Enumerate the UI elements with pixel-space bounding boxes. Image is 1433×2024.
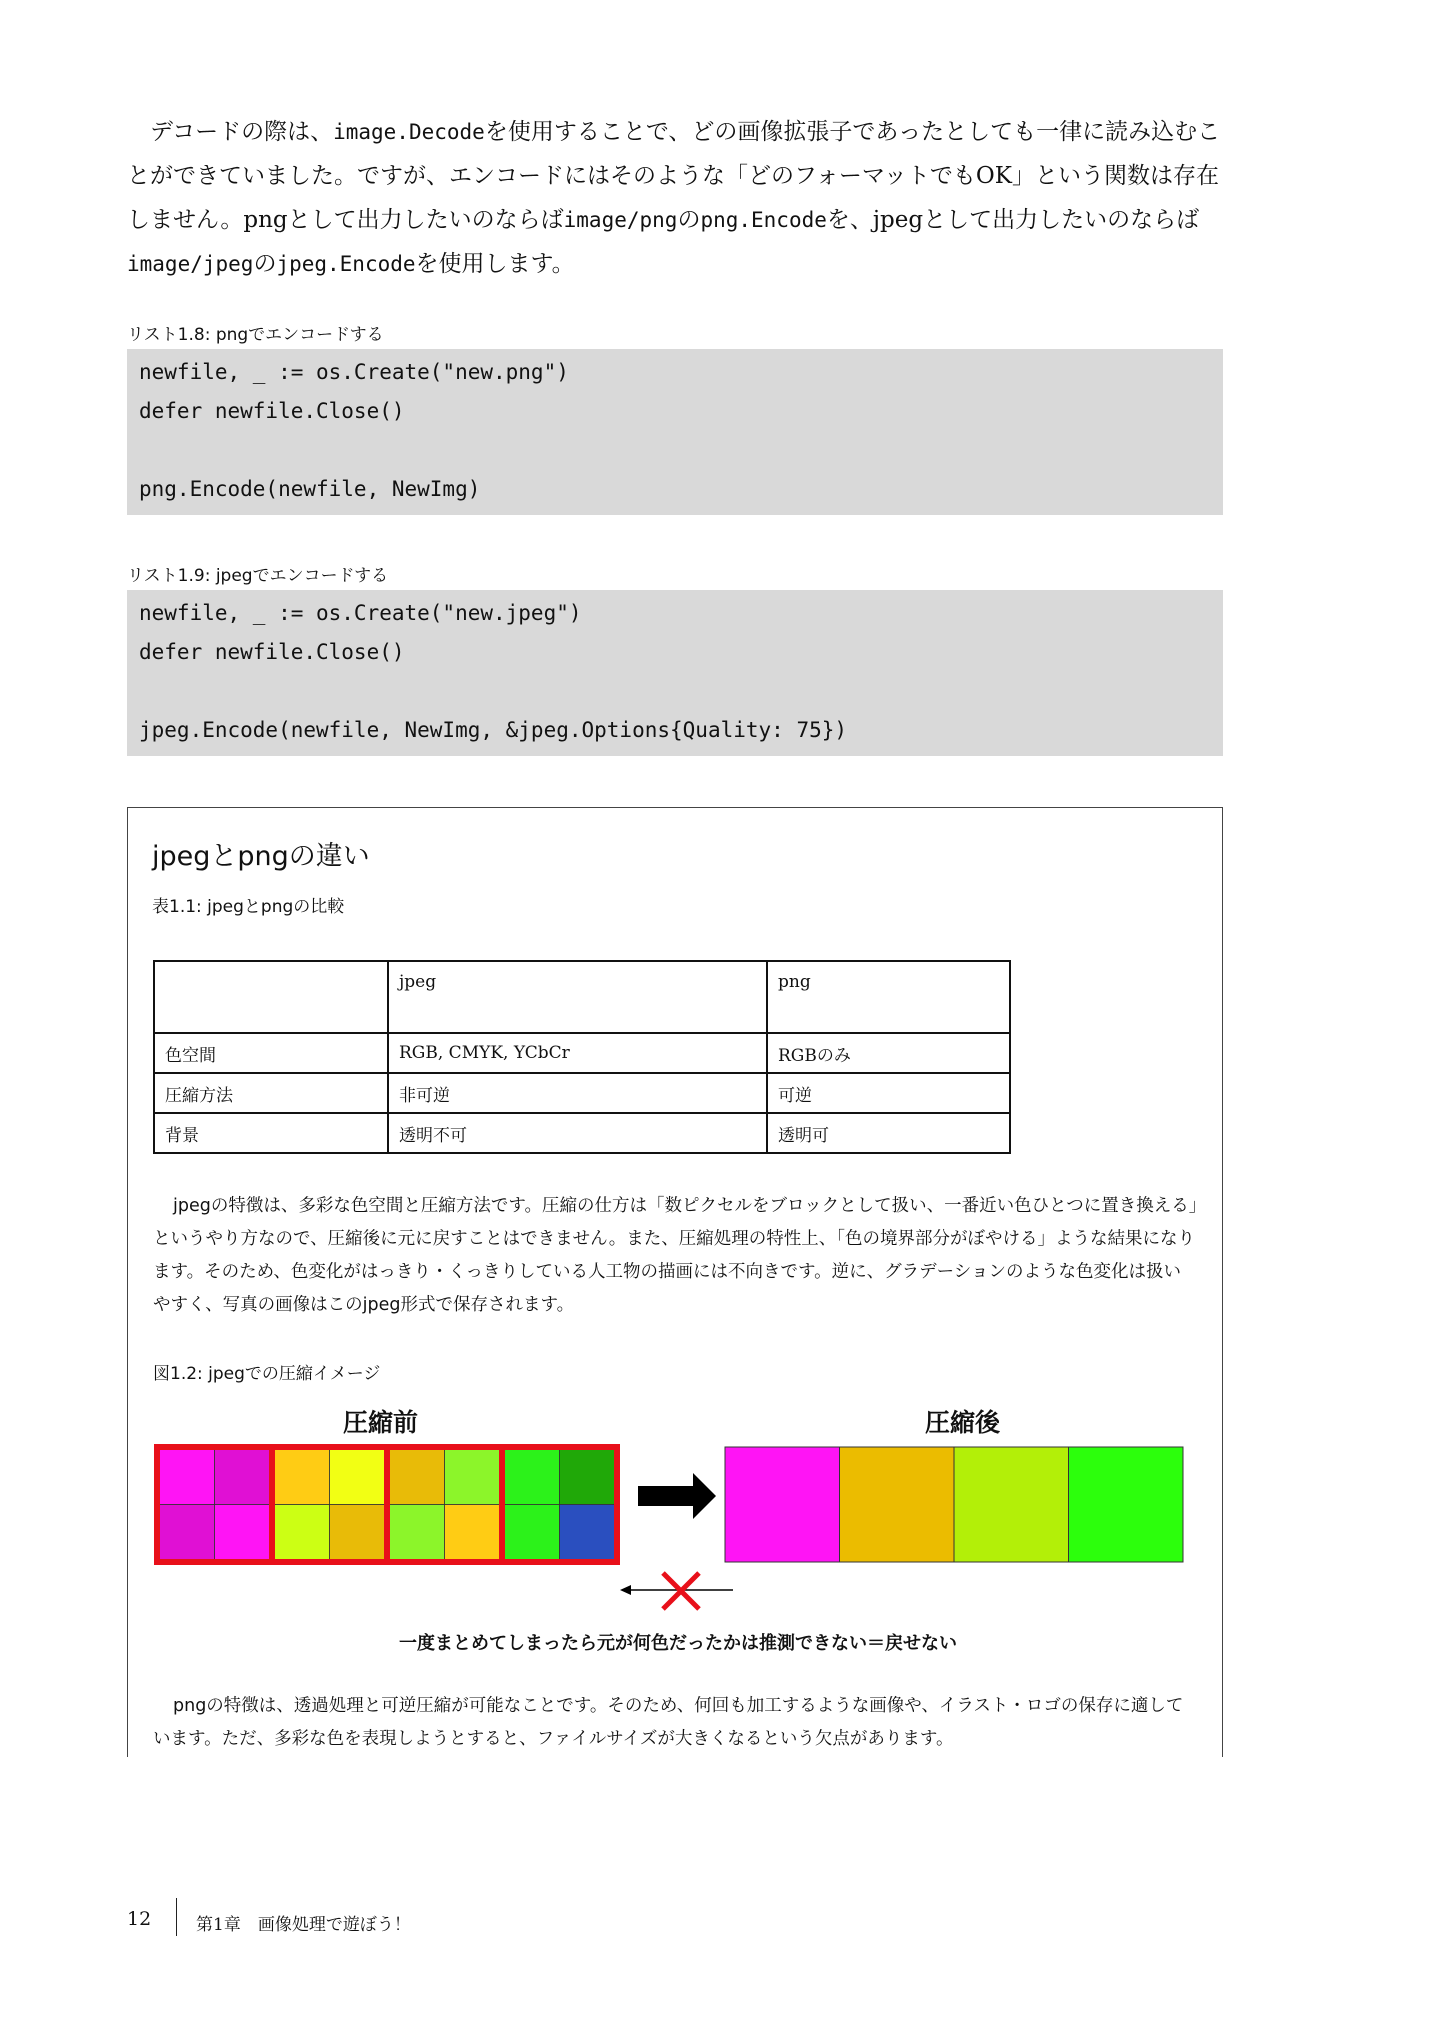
after-block [725, 1447, 840, 1562]
inline-code: jpeg.Encode [276, 252, 416, 276]
before-pixel [157, 1447, 215, 1505]
code-line: defer newfile.Close() [139, 640, 405, 664]
before-pixel [560, 1505, 618, 1563]
intro-text: を使用します。 [415, 251, 575, 277]
intro-paragraph [127, 110, 1222, 286]
after-grid [725, 1447, 1183, 1562]
after-block [954, 1447, 1069, 1562]
intro-text: デコードの際は、 [150, 119, 334, 145]
inline-code: image/jpeg [127, 252, 254, 276]
code-line [139, 672, 1223, 711]
before-pixel [157, 1505, 215, 1563]
chapter-title: 第1章 画像処理で遊ぼう！ [196, 1915, 411, 1935]
table-cell: 色空間 [154, 1033, 388, 1073]
before-pixel [272, 1447, 330, 1505]
after-label: 圧縮後 [925, 1408, 1001, 1437]
table-row [154, 1033, 1010, 1073]
inline-code: image.Decode [333, 120, 485, 144]
before-pixel [387, 1505, 445, 1563]
intro-text: を、jpegとして出力したいのならば [826, 207, 1200, 233]
after-block [840, 1447, 955, 1562]
code-block [127, 349, 1223, 515]
before-pixel [502, 1505, 560, 1563]
table-cell: jpeg [388, 961, 767, 1033]
paragraph-text: pngの特徴は、透過処理と可逆圧縮が可能なことです。そのため、何回も加工するような画像や、イラスト・ロゴの保存に適しています。ただ、多彩な色を表現しようとすると、ファイルサイズが大きくなるという欠点があります。 [153, 1696, 1184, 1749]
table-row [154, 1113, 1010, 1153]
table-cell: 非可逆 [388, 1073, 767, 1113]
intro-text: の [253, 251, 277, 277]
table-cell: RGBのみ [767, 1033, 1010, 1073]
table-cell: RGB, CMYK, YCbCr [388, 1033, 767, 1073]
table-cell: 可逆 [767, 1073, 1010, 1113]
figure-graphic [153, 1443, 1203, 1628]
code-line: defer newfile.Close() [139, 399, 405, 423]
before-label: 圧縮前 [343, 1408, 419, 1437]
figure-note: 一度まとめてしまったら元が何色だったかは推測できない＝戻せない [399, 1633, 957, 1654]
table-caption: 表1.1: jpegとpngの比較 [152, 897, 345, 917]
figure-caption: 図1.2: jpegでの圧縮イメージ [153, 1364, 381, 1384]
code-line [139, 431, 1223, 470]
table-cell: png [767, 961, 1010, 1033]
before-pixel [387, 1447, 445, 1505]
before-pixel [215, 1447, 273, 1505]
compression-figure [153, 1393, 1203, 1663]
cross-mark-icon [663, 1573, 699, 1609]
after-block [1069, 1447, 1184, 1562]
png-paragraph [153, 1690, 1198, 1756]
table-cell [154, 961, 388, 1033]
before-pixel [215, 1505, 273, 1563]
code-block [127, 590, 1223, 756]
column-title: jpegとpngの違い [152, 841, 370, 872]
right-arrow-icon [638, 1473, 716, 1519]
code-line: png.Encode(newfile, NewImg) [139, 477, 481, 501]
before-pixel [445, 1505, 503, 1563]
table-cell: 背景 [154, 1113, 388, 1153]
table-cell: 透明可 [767, 1113, 1010, 1153]
before-pixel [502, 1447, 560, 1505]
before-pixel [330, 1447, 388, 1505]
paragraph-text: jpegの特徴は、多彩な色空間と圧縮方法です。圧縮の仕方は「数ピクセルをブロックとして扱い、一番近い色ひとつに置き換える」というやり方なので、圧縮後に元に戻すことはできません。また、圧縮処理の特性上、「色の境界部分がぼやける」ような結果になります。そのため、色変化がはっきり・くっきりしている人工物の描画には不向きです。逆に、グラデーションのような色変化は扱いやすく、写真の画像はこのjpeg形式で保存されます。 [153, 1196, 1198, 1315]
listing-caption: リスト1.8: pngでエンコードする [127, 325, 384, 345]
code-line: newfile, _ := os.Create("new.jpeg") [139, 601, 582, 625]
before-pixel [330, 1505, 388, 1563]
inline-code: png.Encode [700, 208, 827, 232]
before-pixel [560, 1447, 618, 1505]
before-pixel [445, 1447, 503, 1505]
code-line: jpeg.Encode(newfile, NewImg, &jpeg.Options{Quality: 75}) [139, 718, 848, 742]
listing-caption: リスト1.9: jpegでエンコードする [127, 566, 389, 586]
comparison-table [153, 960, 1011, 1154]
footer-divider [176, 1898, 177, 1936]
before-pixel [272, 1505, 330, 1563]
table-row [154, 961, 1010, 1033]
code-line: newfile, _ := os.Create("new.png") [139, 360, 569, 384]
jpeg-paragraph [153, 1190, 1198, 1322]
intro-text: を使用することで、どの画像拡張子であったとしても一律に読み込むことができていました。ですが、エンコードにはそのような「どのフォーマットでもOK」という関数は存在しません。pngとして出力したいのならば [127, 119, 1221, 233]
table-row [154, 1073, 1010, 1113]
table-cell: 透明不可 [388, 1113, 767, 1153]
inline-code: image/png [563, 208, 678, 232]
table-cell: 圧縮方法 [154, 1073, 388, 1113]
page-number: 12 [127, 1908, 152, 1930]
intro-text: の [677, 207, 701, 233]
